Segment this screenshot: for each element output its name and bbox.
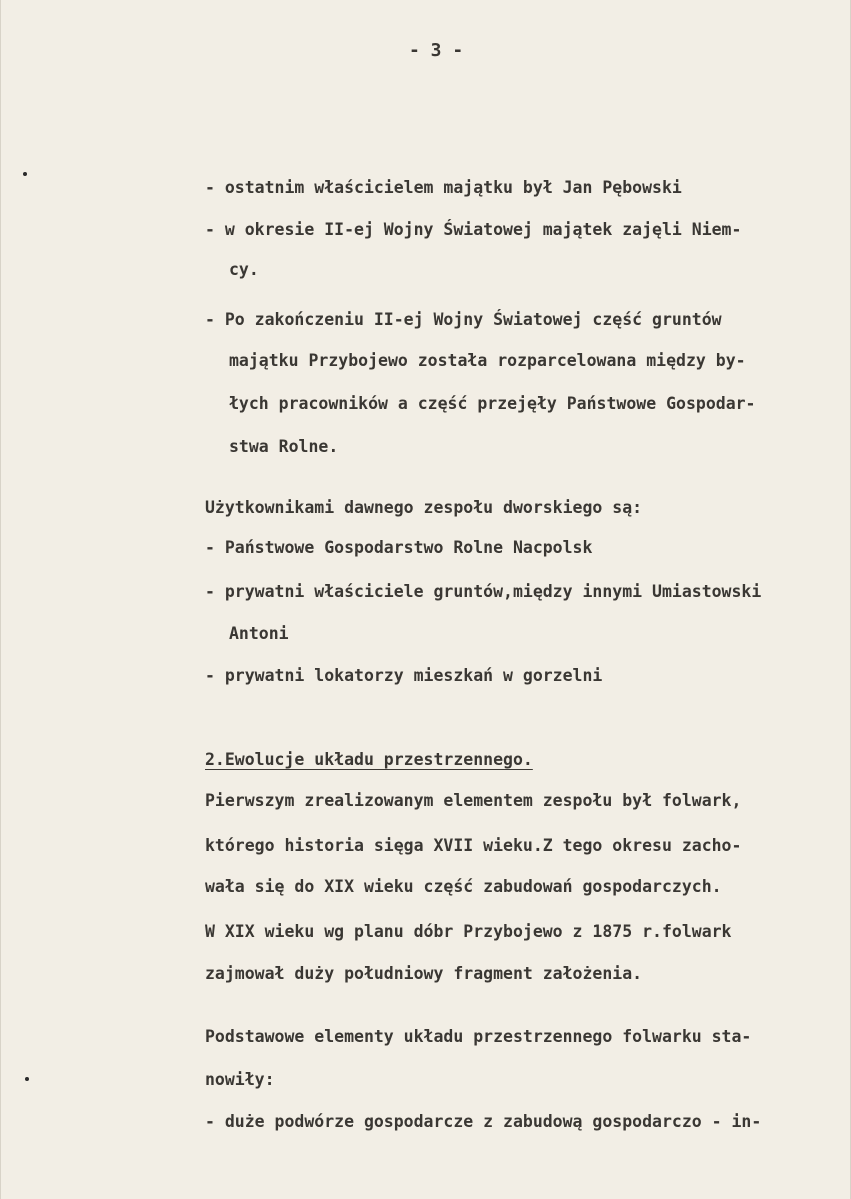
text-line: cy. (229, 260, 259, 279)
text-line: - ostatnim właścicielem majątku był Jan Pębowski (205, 178, 682, 197)
text-line: łych pracowników a część przejęły Państwowe Gospodar- (229, 394, 756, 413)
binding-hole-mark (25, 1077, 29, 1081)
binding-hole-mark (23, 172, 27, 176)
text-line: - prywatni właściciele gruntów,między innymi Umiastowski (205, 582, 762, 601)
text-line: - prywatni lokatorzy mieszkań w gorzelni (205, 666, 603, 685)
text-line: Podstawowe elementy układu przestrzennego folwarku sta- (205, 1027, 752, 1046)
text-line: - duże podwórze gospodarcze z zabudową gospodarczo - in- (205, 1112, 762, 1131)
text-line: Pierwszym zrealizowanym elementem zespołu był folwark, (205, 791, 742, 810)
text-line: wała się do XIX wieku część zabudowań gospodarczych. (205, 877, 722, 896)
text-line: - w okresie II-ej Wojny Światowej majątek zajęli Niem- (205, 220, 742, 239)
page-number: - 3 - (409, 40, 464, 61)
text-line: którego historia sięga XVII wieku.Z tego okresu zacho- (205, 836, 742, 855)
text-line: - Po zakończeniu II-ej Wojny Światowej część gruntów (205, 310, 722, 329)
text-line: zajmował duży południowy fragment założenia. (205, 964, 643, 983)
text-line: - Państwowe Gospodarstwo Rolne Nacpolsk (205, 538, 593, 557)
text-line: Użytkownikami dawnego zespołu dworskiego są: (205, 498, 643, 517)
text-line: nowiły: (205, 1070, 275, 1089)
text-line: W XIX wieku wg planu dóbr Przybojewo z 1875 r.folwark (205, 922, 732, 941)
section-heading: 2.Ewolucje układu przestrzennego. (205, 750, 533, 769)
text-line: majątku Przybojewo została rozparcelowana między by- (229, 351, 746, 370)
text-line: Antoni (229, 624, 289, 643)
text-line: stwa Rolne. (229, 437, 339, 456)
